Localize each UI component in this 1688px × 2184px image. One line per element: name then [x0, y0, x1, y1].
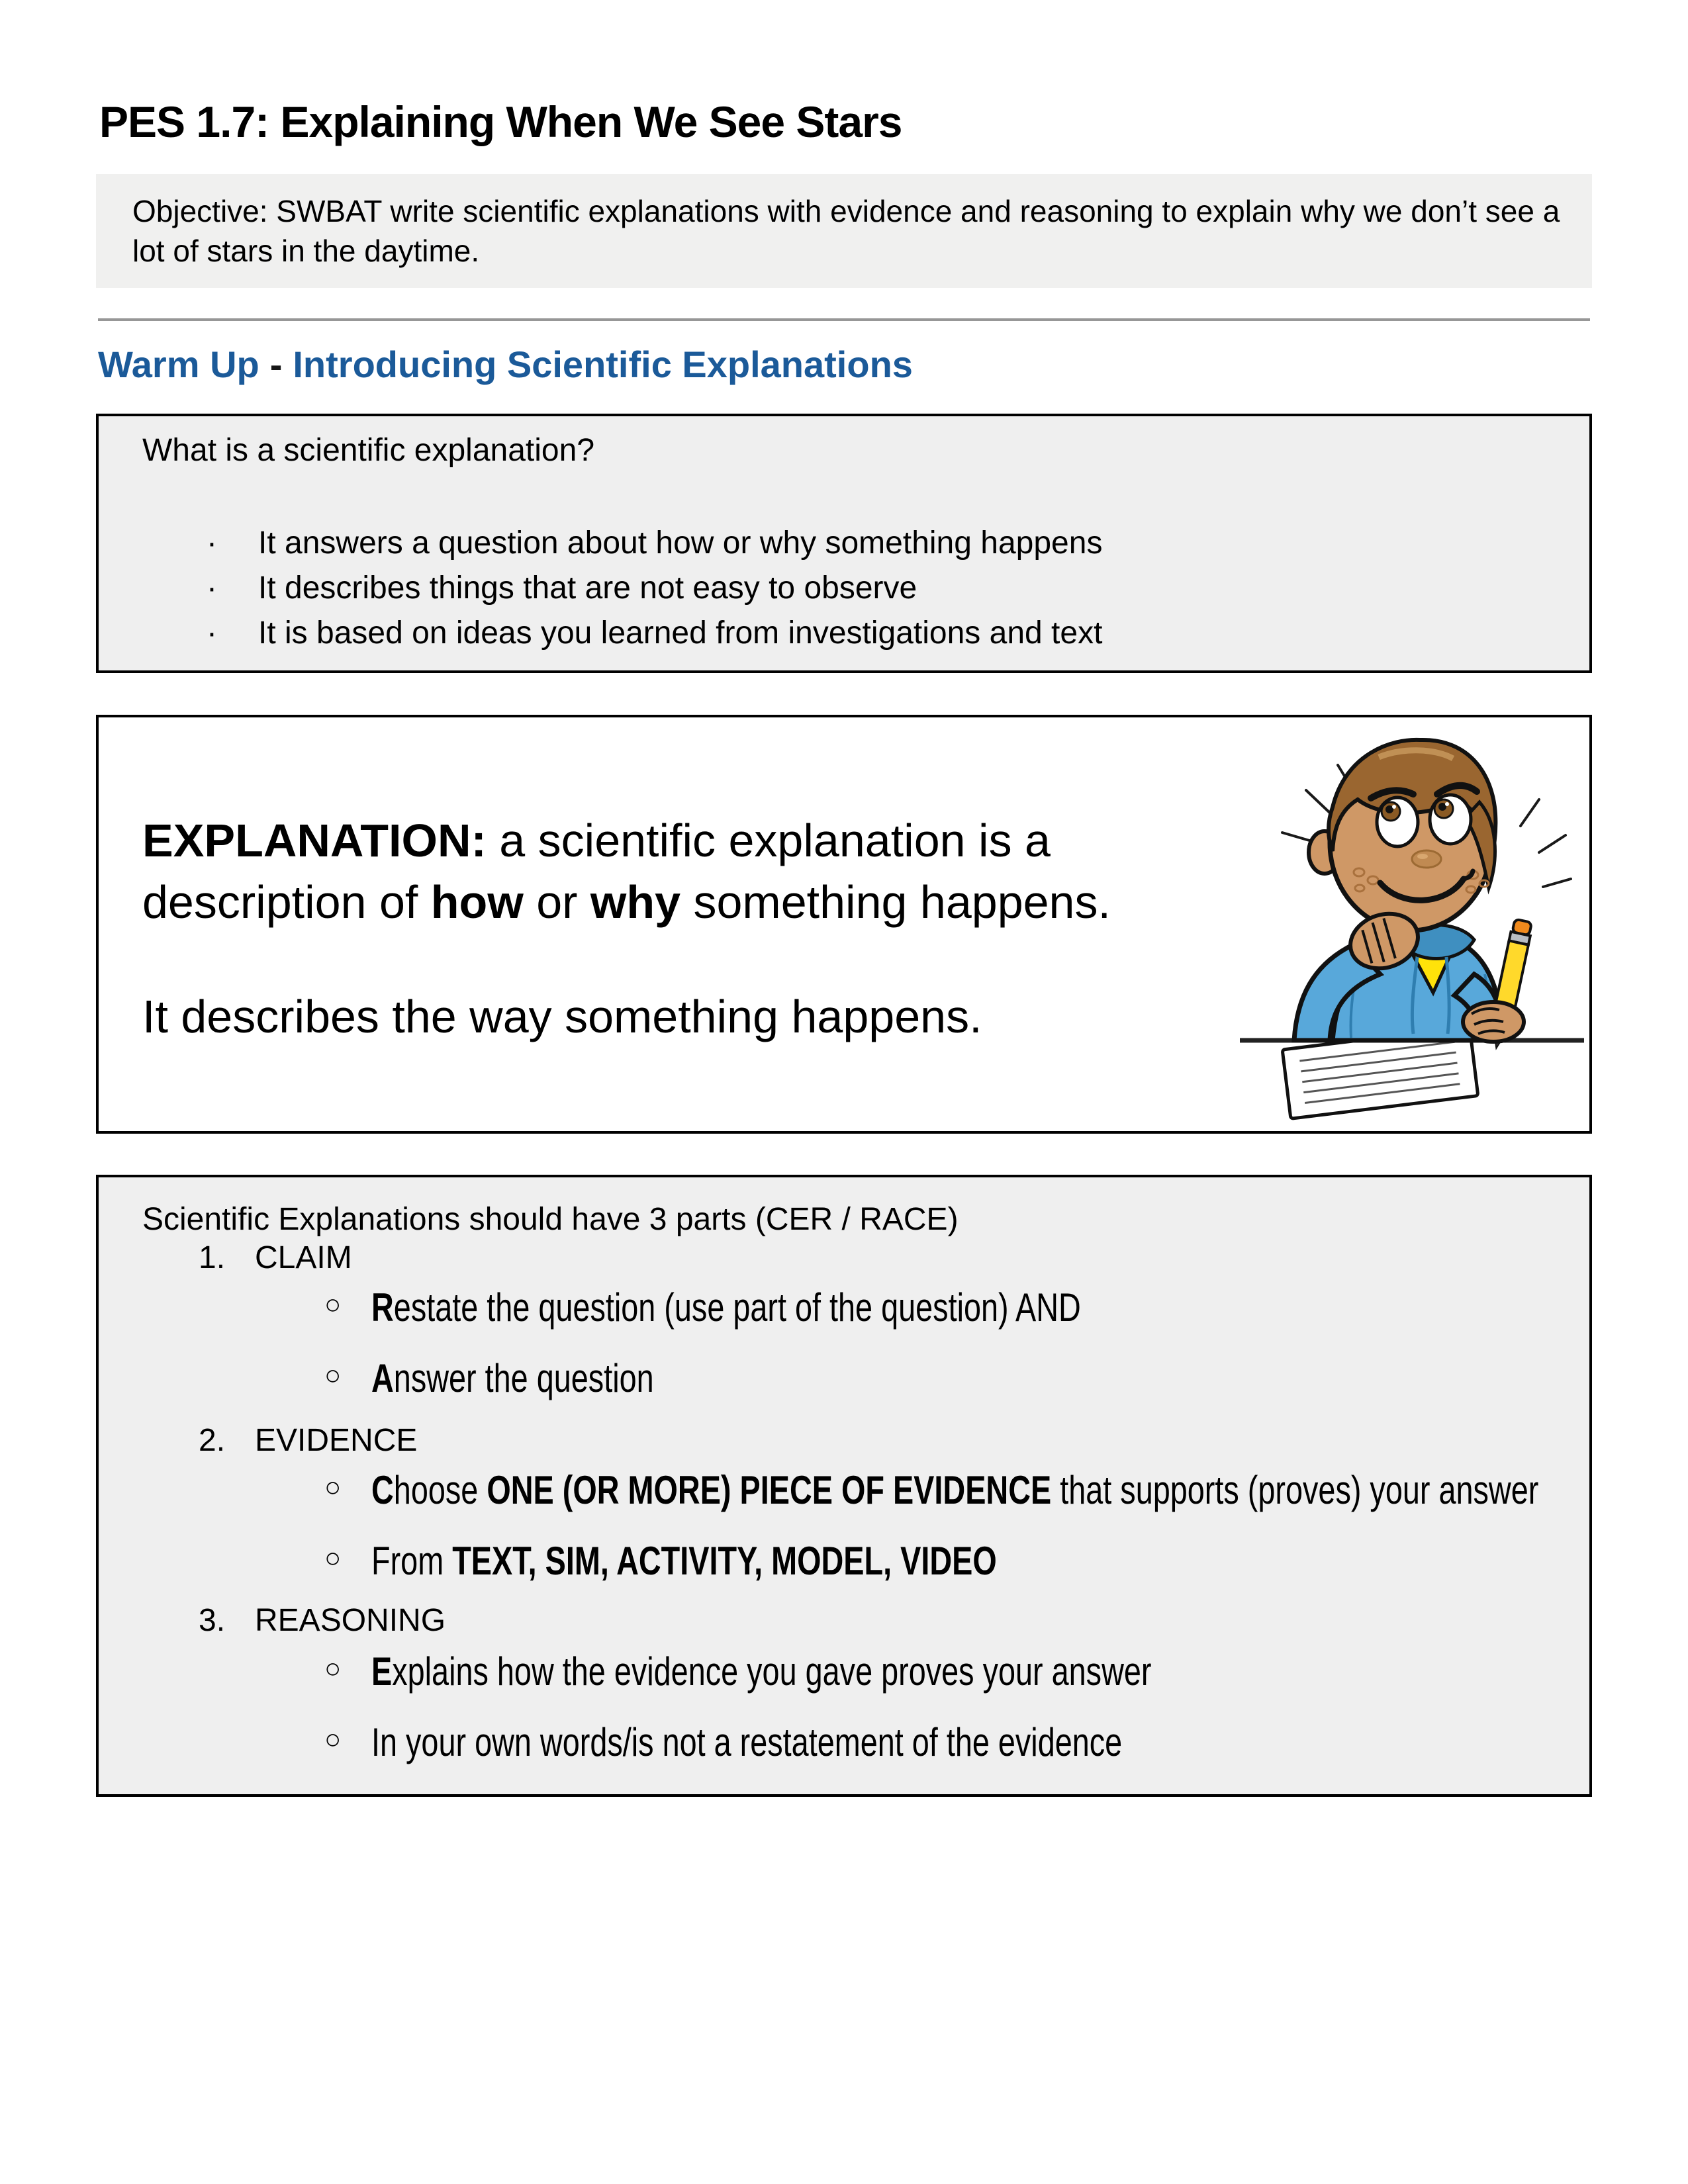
sub-item-text: Restate the question (use part of the question) AND [371, 1285, 1081, 1330]
list-item-text: It describes things that are not easy to observe [258, 570, 917, 606]
warmup-heading-prefix: Warm Up [98, 343, 259, 385]
list-item-text: It answers a question about how or why something happens [258, 525, 1103, 561]
explanation-line: description of how or why something happens. [142, 876, 1111, 928]
warmup-heading [98, 343, 913, 386]
sub-item-text: Answer the question [371, 1356, 654, 1400]
cer-heading: Scientific Explanations should have 3 parts (CER / RACE) [142, 1202, 959, 1237]
circle-bullet-marker: ○ [324, 1289, 342, 1320]
item-label: EVIDENCE [255, 1423, 418, 1458]
item-label: CLAIM [255, 1240, 352, 1275]
page-title: PES 1.7: Explaining When We See Stars [99, 97, 902, 146]
sub-item-text: Explains how the evidence you gave proves your answer [371, 1649, 1152, 1694]
sub-item-text: In your own words/is not a restatement of the evidence [371, 1720, 1123, 1764]
warmup-heading-suffix: Introducing Scientific Explanations [293, 343, 913, 385]
warmup-heading-separator: - [269, 343, 283, 385]
explanation-paragraph-2: It describes the way something happens. [142, 991, 982, 1042]
circle-bullet-marker: ○ [324, 1723, 342, 1754]
item-number: 2. [199, 1423, 226, 1458]
circle-bullet-marker: ○ [324, 1653, 342, 1684]
bullet-marker: · [207, 615, 217, 651]
list-item-text: It is based on ideas you learned from investigations and text [258, 615, 1103, 651]
bullet-marker: · [207, 570, 217, 606]
cer-race-box [96, 1175, 1592, 1797]
explanation-line: EXPLANATION: a scientific explanation is a [142, 815, 1051, 866]
bullet-marker: · [207, 525, 217, 561]
item-number: 3. [199, 1603, 226, 1638]
circle-bullet-marker: ○ [324, 1471, 342, 1502]
section-divider [98, 318, 1590, 321]
sub-item-text: Choose ONE (OR MORE) PIECE OF EVIDENCE that supports (proves) your answer [371, 1468, 1539, 1512]
circle-bullet-marker: ○ [324, 1542, 342, 1573]
thinking-student-illustration [1240, 721, 1584, 1125]
what-box-question: What is a scientific explanation? [142, 433, 595, 468]
objective-box [96, 174, 1592, 288]
circle-bullet-marker: ○ [324, 1359, 342, 1390]
sub-item-text: From TEXT, SIM, ACTIVITY, MODEL, VIDEO [371, 1539, 997, 1583]
student-head [1309, 740, 1495, 931]
what-is-explanation-box [96, 414, 1592, 673]
explanation-paragraph [142, 810, 1111, 933]
objective-text: Objective: SWBAT write scientific explanations with evidence and reasoning to explain why we don’t see a lot of stars in the daytime. [132, 194, 1560, 268]
item-number: 1. [199, 1240, 226, 1275]
explanation-definition-box [96, 715, 1592, 1134]
item-label: REASONING [255, 1603, 446, 1638]
